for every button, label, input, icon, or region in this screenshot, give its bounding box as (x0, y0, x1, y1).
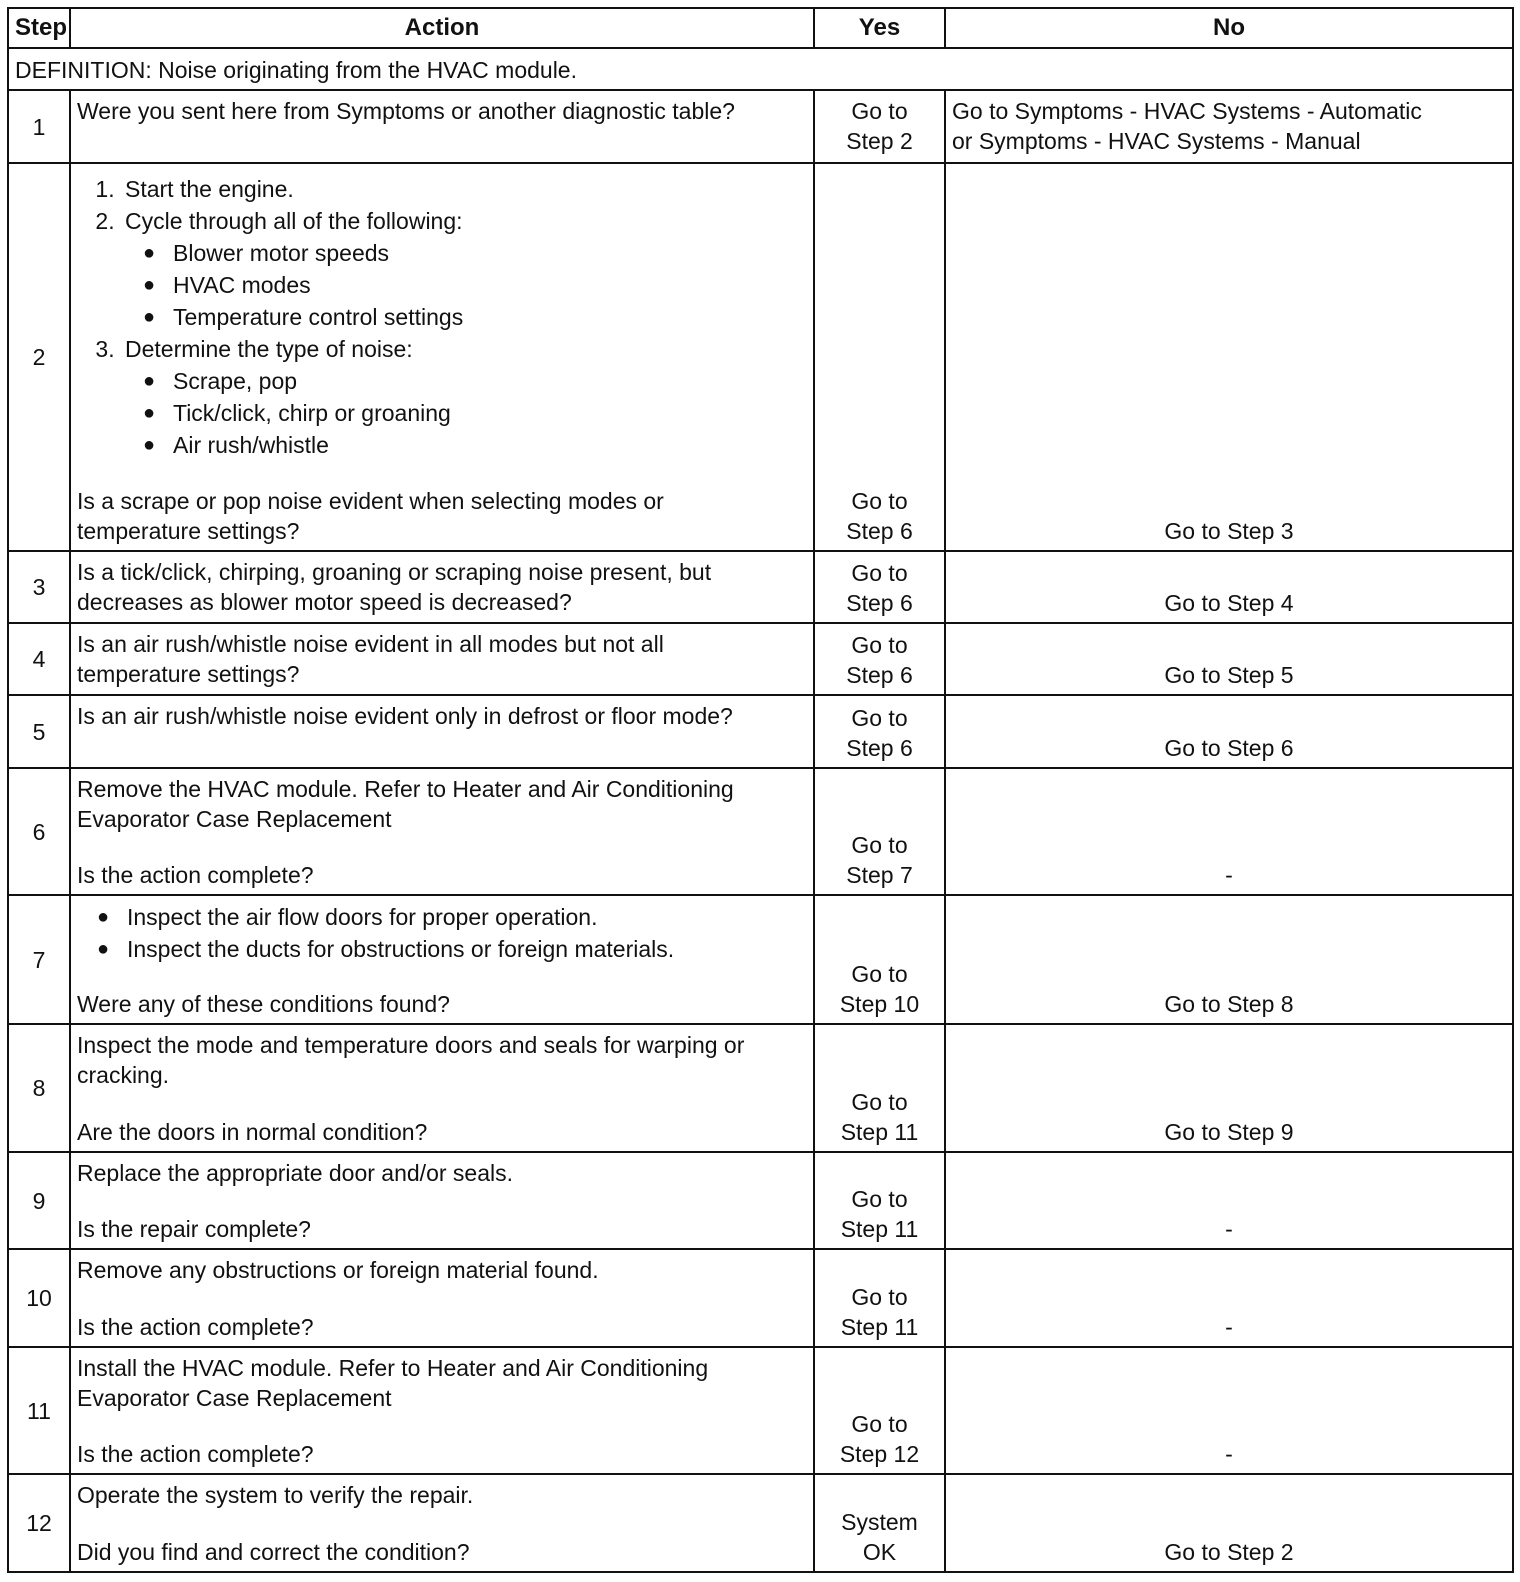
header-no: No (945, 8, 1513, 48)
list-item: 3. Determine the type of noise: ● Scrape, pop ● Tick/click, chirp or groaning ● Air rush/whistle (121, 333, 807, 461)
table-row (8, 90, 1513, 162)
yes-cell: Go to Step 7 (814, 768, 945, 896)
table-row (8, 895, 1513, 1024)
yes-cell: Go to Step 6 (814, 163, 945, 551)
action-cell: Is a tick/click, chirping, groaning or scraping noise present, but decreases as blower motor speed is decreased? (70, 551, 814, 623)
table-row (8, 1152, 1513, 1249)
list-item: ● Tick/click, chirp or groaning (171, 397, 807, 429)
table-row (8, 768, 1513, 896)
list-item: ● Inspect the ducts for obstructions or foreign materials. (125, 933, 807, 965)
definition-row (8, 48, 1513, 90)
yes-cell: System OK (814, 1474, 945, 1572)
yes-cell: Go to Step 12 (814, 1347, 945, 1475)
step-number: 2 (8, 163, 70, 551)
step-number: 6 (8, 768, 70, 896)
step-number: 11 (8, 1347, 70, 1475)
action-cell: Install the HVAC module. Refer to Heater and Air Conditioning Evaporator Case Replacement Is the action complete? (70, 1347, 814, 1475)
list-item: ● Scrape, pop (171, 365, 807, 397)
action-cell: Operate the system to verify the repair. Did you find and correct the condition? (70, 1474, 814, 1572)
yes-cell: Go to Step 11 (814, 1249, 945, 1346)
header-yes: Yes (814, 8, 945, 48)
action-cell: Replace the appropriate door and/or seals. Is the repair complete? (70, 1152, 814, 1249)
step-number: 7 (8, 895, 70, 1024)
question-text: Is the repair complete? (77, 1216, 311, 1243)
question-text: Did you find and correct the condition? (77, 1539, 470, 1565)
question-text: Are the doors in normal condition? (77, 1118, 428, 1145)
question-text: Is the action complete? (77, 1441, 314, 1468)
action-cell (70, 163, 814, 551)
list-item: 1. Start the engine. (121, 173, 807, 205)
yes-cell: Go to Step 2 (814, 90, 945, 162)
action-cell (70, 895, 814, 1024)
table-row (8, 1474, 1513, 1572)
question-text: Is the action complete? (77, 1313, 314, 1340)
list-item: ● HVAC modes (171, 269, 807, 301)
action-cell: Inspect the mode and temperature doors and seals for warping or cracking. Are the doors in normal condition? (70, 1024, 814, 1152)
definition-text: DEFINITION: Noise originating from the HVAC module. (8, 48, 1513, 90)
header-row (8, 8, 1513, 48)
question-text: Is a scrape or pop noise evident when selecting modes or temperature settings? (77, 487, 664, 544)
action-cell: Remove the HVAC module. Refer to Heater and Air Conditioning Evaporator Case Replacement Is the action complete? (70, 768, 814, 896)
yes-cell: Go to Step 6 (814, 695, 945, 767)
list-item: 2. Cycle through all of the following: ● Blower motor speeds ● HVAC modes ● Temperature control settings (121, 205, 807, 333)
no-cell: Go to Step 9 (945, 1024, 1513, 1152)
yes-cell: Go to Step 6 (814, 623, 945, 695)
step-number: 4 (8, 623, 70, 695)
action-text: Were you sent here from Symptoms or another diagnostic table? (77, 98, 735, 125)
action-cell (70, 90, 814, 162)
step-number: 5 (8, 695, 70, 767)
no-cell: Go to Step 4 (945, 551, 1513, 623)
no-cell: Go to Step 5 (945, 623, 1513, 695)
step-number: 1 (8, 90, 70, 162)
no-cell: Go to Step 8 (945, 895, 1513, 1024)
step-number: 8 (8, 1024, 70, 1152)
list-item: ● Temperature control settings (171, 301, 807, 333)
no-cell: - (945, 768, 1513, 896)
list-item: ● Air rush/whistle (171, 429, 807, 461)
table-row (8, 551, 1513, 623)
no-cell: - (945, 1347, 1513, 1475)
step-number: 10 (8, 1249, 70, 1346)
diagnostic-table (7, 7, 1514, 1573)
no-cell: Go to Step 6 (945, 695, 1513, 767)
action-cell: Remove any obstructions or foreign material found. Is the action complete? (70, 1249, 814, 1346)
no-cell: Go to Step 2 (945, 1474, 1513, 1572)
list-item: ● Blower motor speeds (171, 237, 807, 269)
table-row (8, 1347, 1513, 1475)
no-cell: - (945, 1249, 1513, 1346)
bullet-list (77, 901, 807, 965)
step-number: 9 (8, 1152, 70, 1249)
step-number: 12 (8, 1474, 70, 1572)
no-cell: - (945, 1152, 1513, 1249)
header-action: Action (70, 8, 814, 48)
list-item: ● Inspect the air flow doors for proper operation. (125, 901, 807, 933)
no-cell: Go to Symptoms - HVAC Systems - Automatic or Symptoms - HVAC Systems - Manual (945, 90, 1513, 162)
table-row (8, 1249, 1513, 1346)
no-cell: Go to Step 3 (945, 163, 1513, 551)
table-row (8, 1024, 1513, 1152)
table-row (8, 163, 1513, 551)
yes-cell: Go to Step 11 (814, 1024, 945, 1152)
table-row (8, 623, 1513, 695)
action-cell: Is an air rush/whistle noise evident only in defrost or floor mode? (70, 695, 814, 767)
numbered-steps (77, 173, 807, 461)
step-number: 3 (8, 551, 70, 623)
question-text: Were any of these conditions found? (77, 991, 450, 1018)
yes-cell: Go to Step 6 (814, 551, 945, 623)
action-cell: Is an air rush/whistle noise evident in all modes but not all temperature settings? (70, 623, 814, 695)
table-row (8, 695, 1513, 767)
yes-cell: Go to Step 11 (814, 1152, 945, 1249)
header-step: Step (8, 8, 70, 48)
question-text: Is the action complete? (77, 862, 314, 889)
yes-cell: Go to Step 10 (814, 895, 945, 1024)
